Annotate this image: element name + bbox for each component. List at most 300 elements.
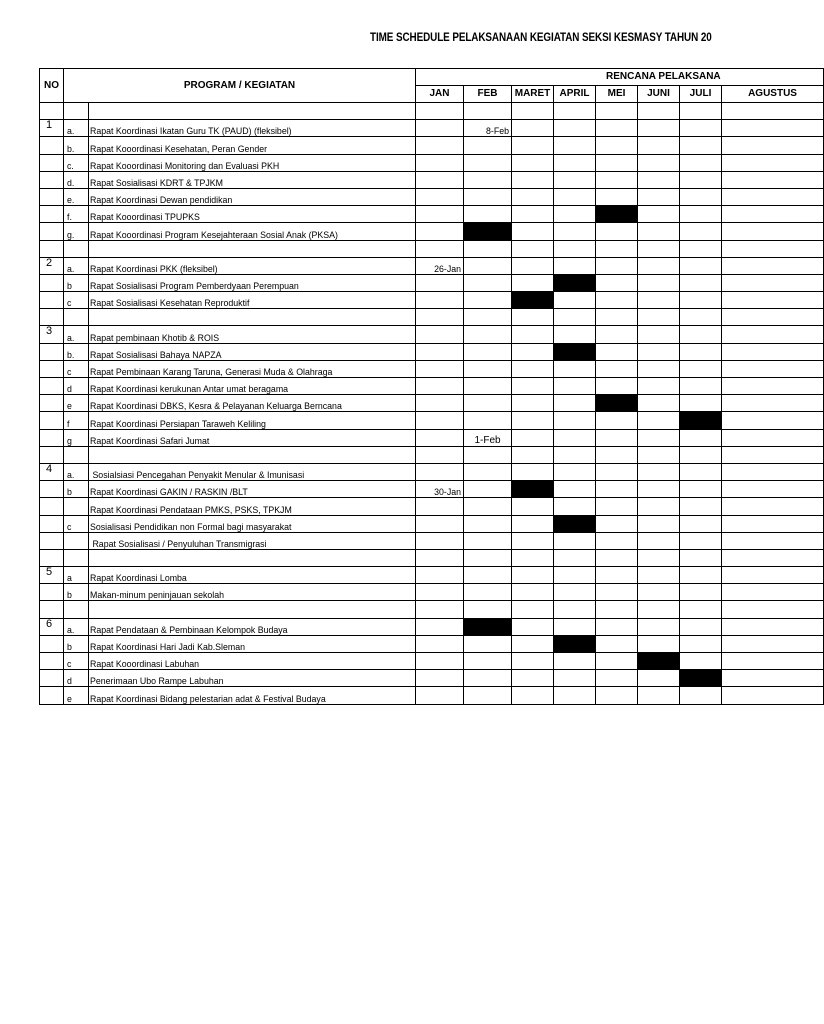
row-letter [64,498,89,515]
row-letter [64,601,89,618]
month-cell [416,292,464,309]
row-letter: a [64,567,89,584]
month-cell [554,429,596,446]
month-cell [596,103,638,120]
month-cell [638,635,680,652]
row-letter: b [64,274,89,291]
month-cell [638,292,680,309]
month-cell [680,618,722,635]
month-cell [464,326,512,343]
month-cell [596,429,638,446]
month-cell [596,446,638,463]
month-cell [638,584,680,601]
month-cell [596,223,638,240]
row-number [40,171,64,188]
month-cell [722,653,824,670]
month-cell [680,326,722,343]
month-cell [596,584,638,601]
activity-name [89,446,416,463]
month-cell [512,670,554,687]
row-number [40,395,64,412]
table-row [40,223,824,240]
month-cell [416,326,464,343]
month-cell [464,274,512,291]
month-cell [680,532,722,549]
month-cell [596,463,638,480]
month-cell [638,481,680,498]
month-cell [638,154,680,171]
month-cell [722,154,824,171]
month-cell [554,653,596,670]
month-cell [680,601,722,618]
month-cell [638,326,680,343]
month-cell [722,360,824,377]
schedule-body [40,103,824,705]
month-cell [512,223,554,240]
month-cell [512,567,554,584]
row-letter: e [64,687,89,704]
month-cell [596,532,638,549]
month-cell [554,240,596,257]
month-cell [512,274,554,291]
month-cell [416,137,464,154]
month-cell [680,635,722,652]
month-cell [512,326,554,343]
row-letter: b [64,584,89,601]
month-cell [512,240,554,257]
month-cell [416,412,464,429]
month-cell [464,188,512,205]
month-cell [512,171,554,188]
table-row [40,103,824,120]
scheduled-cell [512,481,554,498]
month-cell [554,446,596,463]
month-cell [464,567,512,584]
header-program: PROGRAM / KEGIATAN [64,69,416,103]
month-cell [638,274,680,291]
scheduled-cell [554,515,596,532]
row-number [40,274,64,291]
table-row [40,257,824,274]
month-cell [722,343,824,360]
month-cell [416,188,464,205]
month-header: APRIL [554,86,596,103]
month-cell [722,481,824,498]
scheduled-cell [596,206,638,223]
month-header: JULI [680,86,722,103]
row-letter: c [64,515,89,532]
month-cell [596,154,638,171]
month-cell [680,257,722,274]
activity-name: Rapat Sosialisasi / Penyuluhan Transmigrasi [89,532,416,549]
month-cell [554,326,596,343]
row-number [40,549,64,566]
table-row [40,635,824,652]
activity-name: Rapat Sosialisasi Bahaya NAPZA [89,343,416,360]
month-cell [416,378,464,395]
month-cell [638,360,680,377]
month-header: JUNI [638,86,680,103]
month-cell [596,326,638,343]
month-cell [554,498,596,515]
month-cell [554,549,596,566]
month-cell [722,240,824,257]
activity-name: Rapat Kooordinasi Kesehatan, Peran Gender [89,137,416,154]
month-cell [512,309,554,326]
month-cell [512,412,554,429]
table-row [40,532,824,549]
row-number [40,103,64,120]
activity-name: Rapat Pendataan & Pembinaan Kelompok Budaya [89,618,416,635]
activity-name: Rapat Koordinasi Hari Jadi Kab.Sleman [89,635,416,652]
month-cell [512,103,554,120]
month-cell [596,188,638,205]
table-row [40,429,824,446]
table-row [40,378,824,395]
row-number [40,343,64,360]
activity-name: Rapat Kooordinasi Monitoring dan Evaluasi PKH [89,154,416,171]
month-cell [512,601,554,618]
month-cell [416,274,464,291]
activity-name: Rapat Koordinasi Bidang pelestarian adat & Festival Budaya [89,687,416,704]
month-cell [416,549,464,566]
month-cell [596,498,638,515]
month-cell [416,532,464,549]
activity-name: Rapat Pembinaan Karang Taruna, Generasi Muda & Olahraga [89,360,416,377]
row-letter: b [64,481,89,498]
month-cell [596,171,638,188]
month-cell [722,515,824,532]
month-cell [554,188,596,205]
month-cell [680,223,722,240]
month-cell [638,103,680,120]
row-letter: a. [64,618,89,635]
month-cell [722,292,824,309]
scheduled-cell [464,223,512,240]
scheduled-cell [554,343,596,360]
month-cell [554,171,596,188]
month-cell [464,103,512,120]
activity-name: Rapat Koordinasi kerukunan Antar umat beragama [89,378,416,395]
month-cell [464,257,512,274]
activity-name: Rapat Koordinasi Persiapan Taraweh Keliling [89,412,416,429]
row-number [40,223,64,240]
activity-name: Rapat Koordinasi Lomba [89,567,416,584]
month-cell [512,378,554,395]
row-letter: c [64,653,89,670]
scheduled-cell [638,653,680,670]
table-row [40,463,824,480]
month-cell [596,653,638,670]
month-cell [638,429,680,446]
row-number [40,498,64,515]
month-cell [464,171,512,188]
month-cell [722,137,824,154]
activity-name: Rapat Koordinasi Dewan pendidikan [89,188,416,205]
month-cell [680,687,722,704]
schedule-date: 1-Feb [464,429,512,446]
month-cell [416,601,464,618]
month-cell [680,154,722,171]
month-cell [638,343,680,360]
table-row [40,481,824,498]
month-cell [680,446,722,463]
month-cell [464,137,512,154]
month-cell [554,463,596,480]
activity-name: Rapat Koordinasi Pendataan PMKS, PSKS, TPKJM [89,498,416,515]
row-number: 2 [40,257,64,274]
row-number [40,309,64,326]
activity-name: Rapat Kooordinasi Program Kesejahteraan Sosial Anak (PKSA) [89,223,416,240]
row-letter: a. [64,326,89,343]
row-letter: g. [64,223,89,240]
row-letter: d [64,670,89,687]
row-letter: a. [64,120,89,137]
month-cell [416,498,464,515]
month-cell [464,670,512,687]
month-cell [512,395,554,412]
month-cell [416,463,464,480]
month-cell [680,206,722,223]
scheduled-cell [680,670,722,687]
month-cell [416,515,464,532]
schedule-table [39,68,824,705]
month-header: JAN [416,86,464,103]
month-cell [464,687,512,704]
scheduled-cell [554,635,596,652]
month-cell [722,687,824,704]
month-cell [554,584,596,601]
month-cell [464,635,512,652]
month-cell [554,567,596,584]
row-letter [64,549,89,566]
month-cell [722,274,824,291]
month-cell [416,653,464,670]
month-cell [464,292,512,309]
row-number [40,188,64,205]
activity-name: Rapat Koordinasi PKK (fleksibel) [89,257,416,274]
month-cell [464,309,512,326]
table-row [40,292,824,309]
month-cell [680,309,722,326]
month-cell [416,635,464,652]
row-letter: d [64,378,89,395]
activity-name: Rapat Sosialisasi Kesehatan Reproduktif [89,292,416,309]
month-cell [554,360,596,377]
month-cell [512,188,554,205]
month-cell [722,378,824,395]
month-cell [722,584,824,601]
table-row [40,206,824,223]
row-letter [64,446,89,463]
month-cell [512,446,554,463]
month-cell [680,240,722,257]
table-row [40,360,824,377]
month-cell [638,601,680,618]
table-row [40,274,824,291]
month-cell [464,481,512,498]
table-row [40,498,824,515]
month-cell [596,292,638,309]
month-cell [638,171,680,188]
month-cell [596,257,638,274]
month-cell [596,549,638,566]
row-letter: f [64,412,89,429]
month-cell [512,498,554,515]
activity-name: Rapat Sosialisasi Program Pemberdyaan Perempuan [89,274,416,291]
row-number: 5 [40,567,64,584]
month-cell [512,154,554,171]
header-plan: RENCANA PELAKSANA [416,69,824,86]
month-cell [596,378,638,395]
month-cell [464,154,512,171]
row-number: 3 [40,326,64,343]
month-cell [680,274,722,291]
table-row [40,515,824,532]
schedule-date: 30-Jan [416,481,464,498]
month-cell [722,532,824,549]
row-number [40,412,64,429]
month-cell [554,395,596,412]
schedule-date: 26-Jan [416,257,464,274]
month-header: MEI [596,86,638,103]
row-number [40,635,64,652]
month-cell [464,498,512,515]
month-cell [680,481,722,498]
month-cell [554,687,596,704]
table-row [40,309,824,326]
row-letter: f. [64,206,89,223]
month-cell [722,103,824,120]
schedule-sheet [39,68,797,718]
activity-name: Rapat Kooordinasi TPUPKS [89,206,416,223]
row-number [40,687,64,704]
activity-name: Sosialisasi Pendidikan non Formal bagi masyarakat [89,515,416,532]
month-cell [722,171,824,188]
activity-name: Rapat Sosialisasi KDRT & TPJKM [89,171,416,188]
month-cell [722,223,824,240]
month-cell [638,206,680,223]
activity-name: Makan-minum peninjauan sekolah [89,584,416,601]
month-cell [680,343,722,360]
month-cell [638,240,680,257]
month-cell [722,670,824,687]
scheduled-cell [680,412,722,429]
month-cell [596,670,638,687]
row-number: 6 [40,618,64,635]
activity-name: Rapat Kooordinasi Labuhan [89,653,416,670]
month-cell [680,378,722,395]
activity-name [89,601,416,618]
table-row [40,601,824,618]
month-cell [464,206,512,223]
table-row [40,446,824,463]
table-row [40,412,824,429]
activity-name: Rapat Koordinasi Ikatan Guru TK (PAUD) (fleksibel) [89,120,416,137]
month-cell [416,240,464,257]
row-letter [64,240,89,257]
month-cell [680,103,722,120]
month-cell [722,412,824,429]
month-cell [722,601,824,618]
row-letter: e [64,395,89,412]
month-cell [722,429,824,446]
month-cell [512,549,554,566]
activity-name: Rapat Koordinasi Safari Jumat [89,429,416,446]
row-number [40,206,64,223]
table-row [40,154,824,171]
row-number [40,429,64,446]
month-cell [638,412,680,429]
month-cell [416,103,464,120]
table-row [40,584,824,601]
month-cell [464,360,512,377]
row-letter: b. [64,343,89,360]
table-row [40,120,824,137]
month-header: FEB [464,86,512,103]
month-cell [554,378,596,395]
activity-name: Sosialsiasi Pencegahan Penyakit Menular & Imunisasi [89,463,416,480]
month-cell [722,635,824,652]
month-cell [464,463,512,480]
month-cell [638,395,680,412]
month-cell [416,360,464,377]
row-number [40,360,64,377]
row-letter: g [64,429,89,446]
activity-name: Penerimaan Ubo Rampe Labuhan [89,670,416,687]
month-cell [638,137,680,154]
month-cell [416,584,464,601]
row-letter: a. [64,257,89,274]
month-cell [596,687,638,704]
month-cell [554,412,596,429]
header-no: NO [40,69,64,103]
month-cell [416,154,464,171]
month-cell [554,223,596,240]
month-cell [512,653,554,670]
scheduled-cell [596,395,638,412]
row-letter: a. [64,463,89,480]
month-cell [596,137,638,154]
table-row [40,343,824,360]
month-cell [416,343,464,360]
month-cell [416,171,464,188]
month-cell [680,429,722,446]
month-cell [722,257,824,274]
row-letter: d. [64,171,89,188]
month-cell [416,120,464,137]
month-cell [680,171,722,188]
month-cell [638,188,680,205]
month-cell [464,601,512,618]
month-cell [554,618,596,635]
month-cell [554,670,596,687]
month-cell [596,343,638,360]
month-cell [554,532,596,549]
month-cell [464,549,512,566]
month-cell [464,515,512,532]
month-cell [680,120,722,137]
row-number: 1 [40,120,64,137]
month-cell [464,240,512,257]
row-number [40,670,64,687]
table-row [40,670,824,687]
month-cell [464,584,512,601]
row-letter: e. [64,188,89,205]
row-number [40,515,64,532]
table-row [40,618,824,635]
row-number [40,532,64,549]
